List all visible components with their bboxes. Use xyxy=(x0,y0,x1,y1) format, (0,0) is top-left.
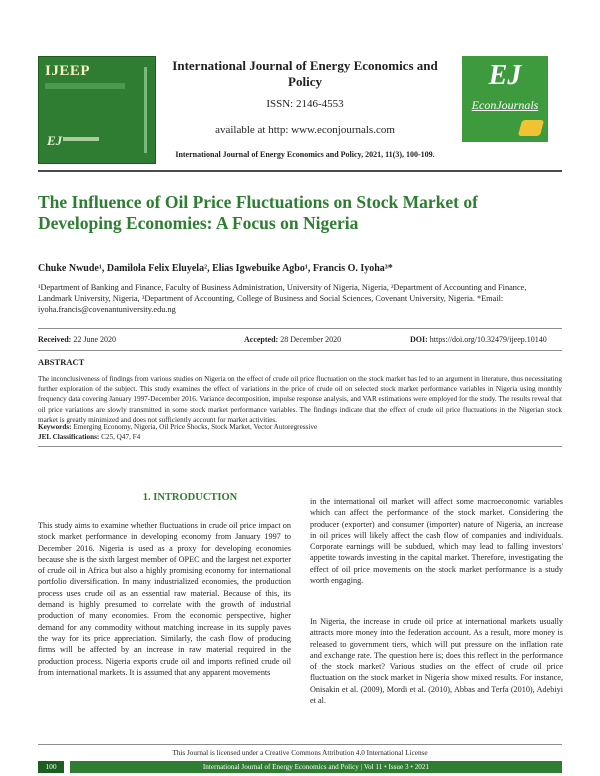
jel-classifications xyxy=(38,432,562,442)
accepted-value: 28 December 2020 xyxy=(280,335,342,344)
journal-cover-ijeep xyxy=(38,56,156,164)
cover-stripe xyxy=(144,67,147,153)
citation-line: International Journal of Energy Economics and Policy, 2021, 11(3), 100-109. xyxy=(175,150,435,159)
ej-mini-caption xyxy=(63,137,99,141)
header-divider xyxy=(38,170,562,172)
received-date xyxy=(38,335,116,344)
coin-icon xyxy=(518,120,544,136)
doi xyxy=(410,335,547,344)
section-heading-introduction: 1. INTRODUCTION xyxy=(142,492,238,503)
issn: ISSN: 2146-4553 xyxy=(266,98,344,110)
footer-divider xyxy=(38,744,562,745)
authors: Chuke Nwude¹, Damilola Felix Eluyela², Elias Igwebuike Agbo¹, Francis O. Iyoha³* xyxy=(38,263,393,274)
article-title: The Influence of Oil Price Fluctuations on Stock Market of Developing Economies: A Focus on Nigeria xyxy=(38,192,478,233)
keywords xyxy=(38,422,562,432)
keywords-value: Emerging Economy, Nigeria, Oil Price Shocks, Stock Market, Vector Autoregressive xyxy=(73,423,318,431)
abstract-divider xyxy=(38,446,562,447)
accepted-date xyxy=(244,335,341,344)
jel-label: JEL Classifications: xyxy=(38,433,100,441)
intro-left-paragraph: This study aims to examine whether fluctuations in crude oil price impact on stock market performance in developing economy from January 1997 to December 2016. Nigeria is used as a proxy for developing economies because she is the sixth largest member of OPEC and the largest net exporter of crude oil in Africa but also a highly promising economy for international portfolio diversification. In many industrialized economies, the production process uses crude oil as an essential raw material. Because of this, its demand is highly presumed to correlate with the growth of industrial production of many economies. From the economic perspective, higher demand for any commodity without matching increase in its supply paves the way for its price appreciation. Similarly, the cash flow of producing firms will be affected by an increase in raw material required in the production process. Nigeria exports crude oil and imports refined crude oil from international markets. It is assumed that any apparent movements xyxy=(38,521,291,677)
abstract-text: The inconclusiveness of findings from various studies on Nigeria on the effect of crude oil price fluctuation on the stock market has led to an argument in literature, thus necessitating further exploration of the subject. This study examines the effect of variations in the price of crude oil on selected stock market performance variables in Nigeria using monthly frequency data covering January 1997-December 2016. Variance decomposition, impulse response analysis, and VAR estimations were employed for the study. The results reveal that oil price variations are slowly transmitted in some stock market performance variables. The findings indicate that the effect of crude oil price fluctuations in the Nigerian stock market is greatly minimized and does not sufficiently account for market activities. xyxy=(38,375,562,424)
jel-value: C25, Q47, F4 xyxy=(101,433,141,441)
dates-bottom-divider xyxy=(38,350,562,351)
page-number: 100 xyxy=(38,761,64,773)
availability-line: available at http: www.econjournals.com xyxy=(215,124,395,136)
footer-journal-line: International Journal of Energy Economics and Policy | Vol 11 • Issue 3 • 2021 xyxy=(70,761,562,773)
cover-band xyxy=(45,83,125,89)
econjournals-logo xyxy=(462,56,548,142)
econjournals-logo-text: EconJournals xyxy=(471,98,539,112)
intro-right-paragraph-1: in the international oil market will affect some macroeconomic variables which can affect the performance of the stock market. Considering the producer (exporter) and consumer (importer) nature of Nigeria, an increase in oil prices will likely affect the cash flow of companies and individuals. Corporate earnings will be subdued, which may lead to falling investors' appetite towards investing in the capital market. Therefore, investigating the effect of oil price movements on the stock market performance is a study worth engaging. xyxy=(310,497,563,586)
received-value: 22 June 2020 xyxy=(73,335,116,344)
ijeep-logo-text: IJEEP xyxy=(45,63,91,79)
dates-top-divider xyxy=(38,328,562,329)
intro-right-paragraph-2: In Nigeria, the increase in crude oil price at international markets usually attracts more money into the federation account. As a result, more money is released to government tiers, which will put pressure on the inflation rate and exchange rate. The question here is; does this reflect in the performance of the stock market? Various studies on the effect of crude oil price fluctuation on the stock market in Nigeria show mixed results. For instance, Onisakin et al. (2009), Mordi et al. (2010), Abbas and Terfa (2010), Adebiyi et al. xyxy=(310,617,563,706)
doi-link[interactable]: https://doi.org/10.32479/ijeep.10140 xyxy=(429,335,547,344)
journal-name: International Journal of Energy Economics and Policy xyxy=(172,58,438,89)
ej-mini-logo: EJ xyxy=(47,133,63,148)
accepted-label: Accepted: xyxy=(244,335,279,344)
abstract-heading: ABSTRACT xyxy=(38,357,85,367)
license-text: This Journal is licensed under a Creative Commons Attribution 4.0 International License xyxy=(172,749,428,757)
ej-logo-mark: EJ xyxy=(488,60,522,91)
keywords-label: Keywords: xyxy=(38,423,72,431)
received-label: Received: xyxy=(38,335,72,344)
doi-label: DOI: xyxy=(410,335,428,344)
affiliations: ¹Department of Banking and Finance, Faculty of Business Administration, University of Nigeria, Nigeria, ²Department of Accounting and Finance, Landmark University, Nigeria, ³Department of Accounting, College of Business and Social Sciences, Covenant University, Nigeria. *Email: iyoha.francis@covenantuniversity.edu.ng xyxy=(38,283,527,314)
